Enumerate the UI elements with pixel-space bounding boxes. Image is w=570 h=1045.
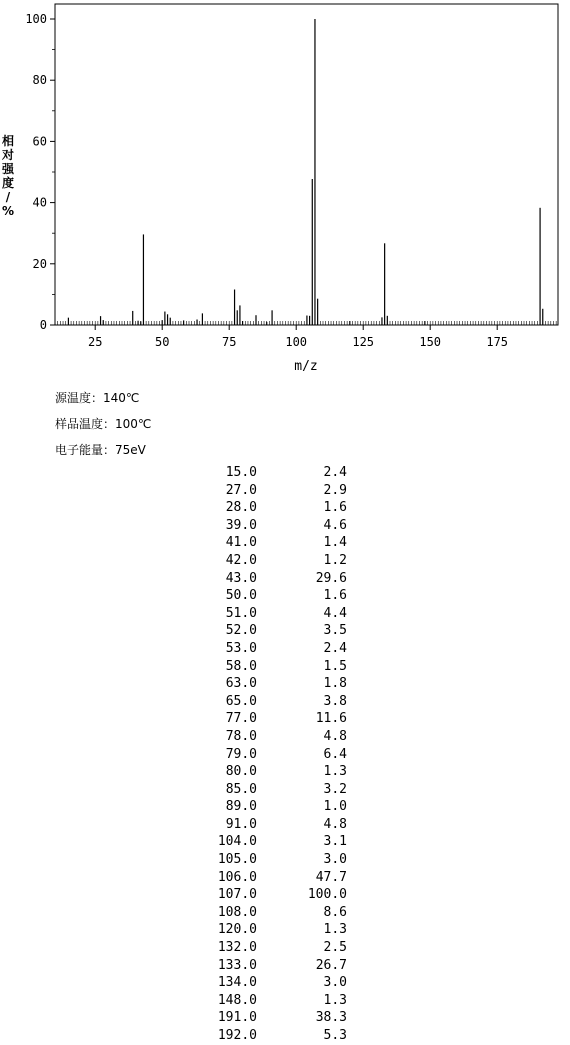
table-row bbox=[200, 587, 347, 605]
intensity-value: 4.4 bbox=[323, 605, 347, 621]
x-tick-label: 125 bbox=[352, 335, 375, 349]
mz-value: 51.0 bbox=[225, 605, 257, 621]
mz-value: 50.0 bbox=[225, 588, 257, 604]
intensity-value: 1.6 bbox=[323, 500, 347, 516]
table-row bbox=[200, 746, 347, 764]
intensity-value: 2.4 bbox=[323, 465, 347, 480]
intensity-value: 100.0 bbox=[307, 887, 347, 903]
table-row bbox=[200, 974, 347, 992]
peak-table bbox=[200, 464, 347, 1045]
y-tick-label: 100 bbox=[25, 12, 47, 26]
intensity-value: 4.8 bbox=[323, 816, 347, 832]
table-row bbox=[200, 675, 347, 693]
table-row bbox=[200, 499, 347, 517]
mz-value: 148.0 bbox=[217, 992, 257, 1008]
table-row bbox=[200, 957, 347, 975]
mz-value: 80.0 bbox=[225, 764, 257, 780]
table-row bbox=[200, 728, 347, 746]
y-tick-label: 20 bbox=[32, 256, 47, 271]
table-row bbox=[200, 1027, 347, 1045]
intensity-value: 29.6 bbox=[315, 570, 347, 586]
intensity-value: 3.1 bbox=[323, 834, 347, 850]
mz-value: 134.0 bbox=[217, 975, 257, 991]
intensity-value: 3.8 bbox=[323, 693, 347, 709]
intensity-value: 1.5 bbox=[323, 658, 347, 674]
intensity-value: 1.3 bbox=[323, 764, 347, 780]
intensity-value: 38.3 bbox=[315, 1010, 347, 1026]
plot-frame bbox=[55, 4, 558, 325]
table-row bbox=[200, 833, 347, 851]
mz-value: 58.0 bbox=[225, 658, 257, 674]
x-tick-label: 50 bbox=[154, 335, 170, 349]
mz-value: 191.0 bbox=[217, 1010, 257, 1026]
table-row bbox=[200, 710, 347, 728]
table-row bbox=[200, 552, 347, 570]
intensity-value: 3.0 bbox=[323, 852, 347, 868]
intensity-value: 47.7 bbox=[315, 869, 347, 885]
table-row bbox=[200, 640, 347, 658]
intensity-value: 1.0 bbox=[323, 799, 347, 815]
y-tick-label: 40 bbox=[32, 195, 47, 210]
intensity-value: 4.8 bbox=[323, 728, 347, 744]
x-tick-label: 25 bbox=[87, 335, 103, 349]
mz-value: 91.0 bbox=[225, 816, 257, 832]
mz-value: 192.0 bbox=[217, 1028, 257, 1043]
table-row bbox=[200, 517, 347, 535]
y-axis-label-char: 相 bbox=[1, 134, 15, 148]
intensity-value: 3.5 bbox=[323, 623, 347, 639]
mz-value: 104.0 bbox=[217, 834, 257, 850]
intensity-value: 11.6 bbox=[315, 711, 347, 727]
mass-spectrum-chart bbox=[0, 0, 570, 380]
x-tick-label: 175 bbox=[486, 335, 509, 349]
table-row bbox=[200, 482, 347, 500]
mz-value: 105.0 bbox=[217, 852, 257, 868]
mz-value: 42.0 bbox=[225, 552, 257, 568]
y-axis-ticks bbox=[25, 12, 55, 332]
y-axis-label-char: 度 bbox=[1, 176, 15, 190]
intensity-value: 1.8 bbox=[323, 676, 347, 692]
table-row bbox=[200, 658, 347, 676]
table-row bbox=[200, 570, 347, 588]
intensity-value: 26.7 bbox=[315, 957, 347, 973]
mz-value: 43.0 bbox=[225, 570, 257, 586]
x-tick-label: 100 bbox=[285, 335, 308, 349]
intensity-value: 2.4 bbox=[323, 640, 347, 656]
intensity-value: 2.9 bbox=[323, 482, 347, 498]
y-tick-label: 0 bbox=[39, 318, 47, 332]
intensity-value: 1.3 bbox=[323, 992, 347, 1008]
mz-value: 132.0 bbox=[217, 940, 257, 956]
y-axis-label-char: 强 bbox=[1, 162, 15, 176]
mz-value: 52.0 bbox=[225, 623, 257, 639]
intensity-value: 5.3 bbox=[323, 1028, 347, 1043]
y-tick-label: 80 bbox=[32, 73, 47, 88]
y-axis-label bbox=[1, 133, 15, 218]
mz-value: 28.0 bbox=[225, 500, 257, 516]
y-axis-label-char: % bbox=[1, 204, 15, 218]
mz-value: 106.0 bbox=[217, 869, 257, 885]
table-row bbox=[200, 605, 347, 623]
table-row bbox=[200, 693, 347, 711]
mz-value: 53.0 bbox=[225, 640, 257, 656]
mz-value: 15.0 bbox=[225, 465, 257, 480]
mz-value: 39.0 bbox=[225, 517, 257, 533]
mz-value: 85.0 bbox=[225, 781, 257, 797]
minor-tick-group bbox=[55, 321, 556, 325]
mz-value: 133.0 bbox=[217, 957, 257, 973]
mz-value: 27.0 bbox=[225, 482, 257, 498]
x-tick-label: 75 bbox=[221, 335, 237, 349]
y-tick-label: 60 bbox=[32, 134, 47, 149]
table-row bbox=[200, 904, 347, 922]
intensity-value: 3.0 bbox=[323, 975, 347, 991]
peak-bars bbox=[68, 19, 542, 325]
mz-value: 89.0 bbox=[225, 799, 257, 815]
mz-value: 63.0 bbox=[225, 676, 257, 692]
table-row bbox=[200, 781, 347, 799]
table-row bbox=[200, 798, 347, 816]
y-axis-label-char: 对 bbox=[1, 148, 15, 162]
y-axis-label-char: / bbox=[5, 190, 11, 204]
mz-value: 78.0 bbox=[225, 728, 257, 744]
table-row bbox=[200, 534, 347, 552]
table-row bbox=[200, 816, 347, 834]
intensity-value: 4.6 bbox=[323, 517, 347, 533]
source-temperature: 源温度：140℃ bbox=[55, 391, 140, 405]
table-row bbox=[200, 464, 347, 482]
mz-value: 77.0 bbox=[225, 711, 257, 727]
mz-value: 41.0 bbox=[225, 535, 257, 551]
mz-value: 120.0 bbox=[217, 922, 257, 938]
table-row bbox=[200, 992, 347, 1010]
x-tick-label: 150 bbox=[419, 335, 442, 349]
intensity-value: 2.5 bbox=[323, 940, 347, 956]
table-row bbox=[200, 886, 347, 904]
mz-value: 79.0 bbox=[225, 746, 257, 762]
x-axis-label: m/z bbox=[294, 359, 318, 374]
intensity-value: 1.6 bbox=[323, 588, 347, 604]
table-row bbox=[200, 939, 347, 957]
table-row bbox=[200, 763, 347, 781]
intensity-value: 6.4 bbox=[323, 746, 347, 762]
mz-value: 65.0 bbox=[225, 693, 257, 709]
electron-energy: 电子能量：75eV bbox=[55, 443, 146, 457]
intensity-value: 1.4 bbox=[323, 535, 347, 551]
intensity-value: 3.2 bbox=[323, 781, 347, 797]
mz-value: 108.0 bbox=[217, 904, 257, 920]
sample-temperature: 样品温度：100℃ bbox=[55, 417, 152, 431]
table-row bbox=[200, 851, 347, 869]
intensity-value: 1.2 bbox=[323, 552, 347, 568]
intensity-value: 1.3 bbox=[323, 922, 347, 938]
intensity-value: 8.6 bbox=[323, 904, 347, 920]
table-row bbox=[200, 869, 347, 887]
x-axis-ticks bbox=[88, 325, 508, 349]
table-row bbox=[200, 921, 347, 939]
table-row bbox=[200, 1009, 347, 1027]
table-row bbox=[200, 622, 347, 640]
mz-value: 107.0 bbox=[217, 887, 257, 903]
